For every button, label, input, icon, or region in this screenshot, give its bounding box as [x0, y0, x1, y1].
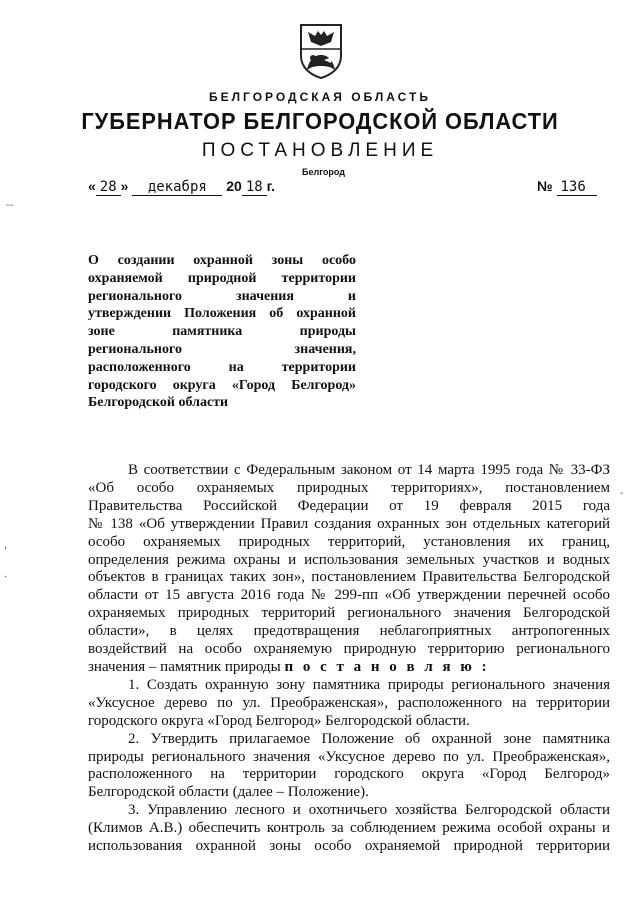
body-line: расположенного на территории городского округа «Город Белгород» [88, 766, 610, 783]
scan-mark: ‐ [620, 488, 624, 499]
body-line: «Об особо охраняемых природных территориях», постановлением [88, 479, 610, 496]
body-line: воздействий на особо охраняемую природную территорию регионального [88, 641, 610, 658]
date-month: декабря [132, 179, 222, 196]
date-year-prefix: 20 [226, 178, 242, 194]
title-line: городского округа «Город Белгород» [88, 377, 356, 393]
coat-of-arms-emblem [298, 22, 344, 80]
title-line: О создании охранной зоны особо [88, 253, 356, 268]
body-line: объектов в границах таких зон», постановлением Правительства Белгородской [88, 569, 610, 586]
title-line: утверждении Положения об охранной [88, 306, 356, 322]
city-name: Белгород [302, 167, 345, 177]
body-line: особо охраняемых природных территорий, установления их границ, [88, 533, 610, 550]
decree-title [88, 252, 356, 412]
date-day: 28 [96, 179, 121, 196]
document-type: ПОСТАНОВЛЕНИЕ [201, 140, 439, 161]
body-line: «Уксусное дерево по ул. Преображенская», расположенного на территории [88, 694, 610, 711]
body-line: 3. Управлению лесного и охотничьего хозяйства Белгородской области [128, 802, 610, 819]
body-line: охраняемых природных территорий регионального значения Белгородской [88, 605, 610, 622]
title-line: Белгородской области [88, 395, 229, 411]
body-line: области от 15 августа 2016 года № 299-пп «Об утверждении перечней особо [88, 587, 610, 604]
decree-number [537, 178, 597, 196]
body-line: (Климов А.В.) обеспечить контроль за соблюдением режима особой охраны и [88, 820, 610, 837]
date-close-quote: » [120, 178, 129, 194]
number-label: № [537, 178, 553, 194]
decree-date [88, 178, 275, 196]
body-line: № 138 «Об утверждении Правил создания охранных зон отдельных категорий [88, 515, 610, 532]
body-line: Правительства Российской Федерации от 19 февраля 2015 года [88, 497, 610, 514]
scan-mark: · [4, 572, 8, 583]
body-line: В соответствии с Федеральным законом от 14 марта 1995 года № 33-ФЗ [128, 462, 610, 478]
title-line: зоне памятника природы [88, 324, 356, 340]
date-year-suffix: 18 [242, 179, 267, 196]
body-line: определения режима охраны и использования земельных участков и водных [88, 551, 610, 568]
scan-mark: ‚ [4, 540, 8, 551]
decree-body [88, 462, 610, 856]
title-line: охраняемой природной территории [88, 270, 356, 286]
region-name: БЕЛГОРОДСКАЯ ОБЛАСТЬ [209, 90, 431, 104]
number-value: 136 [557, 179, 597, 196]
body-line: области», в целях предотвращения неблагоприятных антропогенных [88, 623, 610, 640]
date-open-quote: « [88, 178, 96, 194]
body-line: использования охранной зоны особо охраняемой природной территории [88, 838, 610, 855]
body-line: Белгородской области (далее – Положение). [88, 784, 369, 801]
decree-word: п о с т а н о в л я ю : [284, 658, 490, 675]
body-line: природы регионального значения «Уксусное дерево по ул. Преображенская», [88, 748, 610, 765]
date-year-abbr: г. [266, 178, 275, 194]
body-line: 2. Утвердить прилагаемое Положение об охранной зоне памятника [128, 730, 610, 747]
title-line: расположенного на территории [88, 359, 356, 375]
body-line: городского округа «Город Белгород» Белгородской области. [88, 712, 470, 729]
title-line: регионального значения и [88, 288, 356, 304]
governor-heading: ГУБЕРНАТОР БЕЛГОРОДСКОЙ ОБЛАСТИ [81, 108, 559, 134]
body-line-start: значения – памятник природы [88, 658, 285, 675]
title-line: регионального значения, [88, 341, 356, 357]
body-line [88, 659, 610, 677]
scan-mark: ‐‐ [6, 200, 14, 211]
body-line: 1. Создать охранную зону памятника природы регионального значения [128, 676, 610, 693]
